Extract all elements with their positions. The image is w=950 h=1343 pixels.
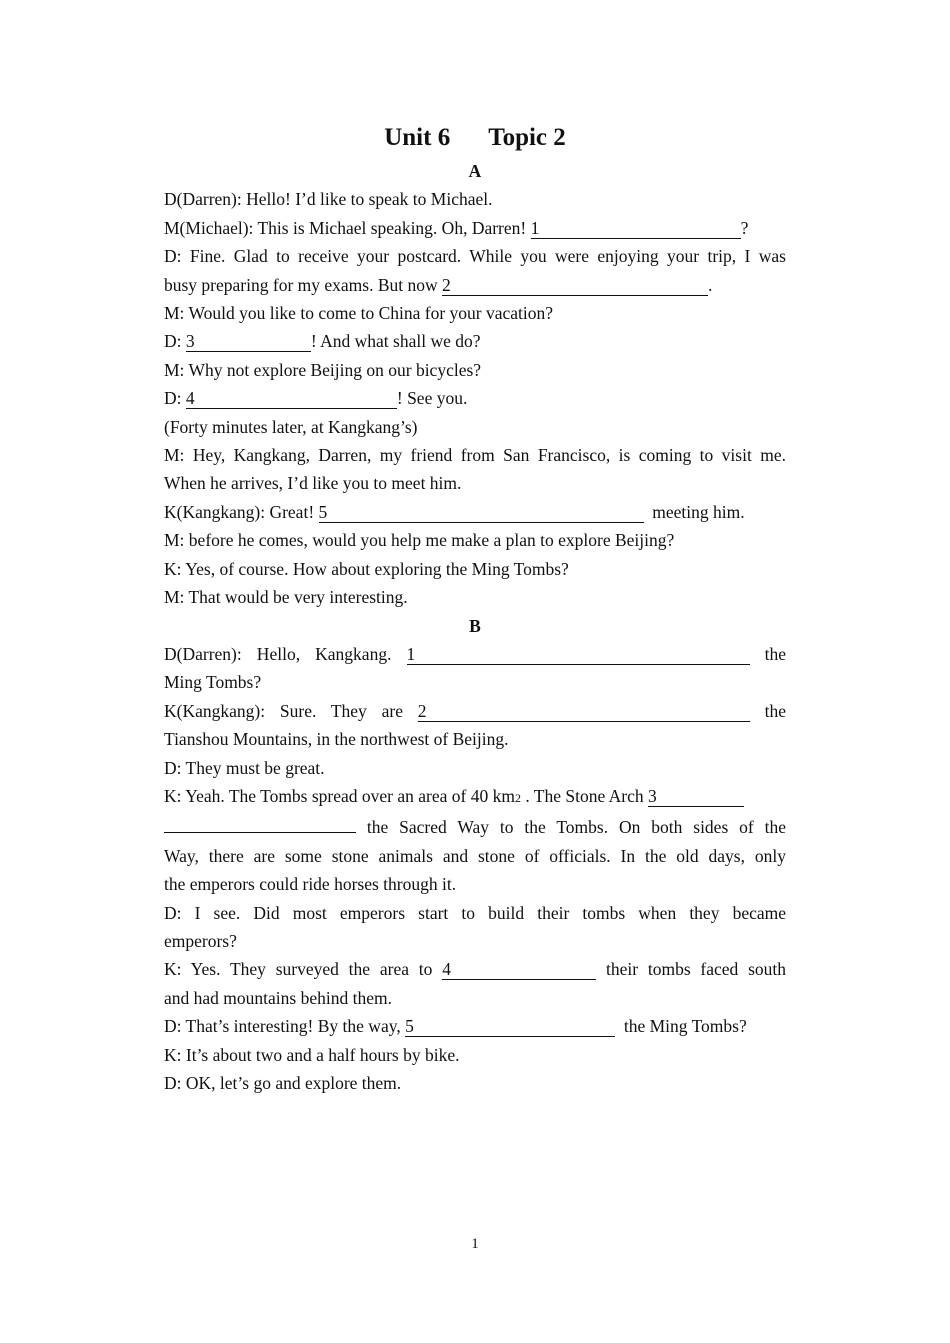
blank-b5[interactable]: 5 [405, 1016, 615, 1037]
blank-b4[interactable]: 4 [442, 959, 596, 980]
dialogue-content [164, 157, 786, 1097]
dialogue-line: D: I see. Did most emperors start to build their tombs when they became [164, 902, 786, 923]
dialogue-line: D: OK, let’s go and explore them. [164, 1073, 402, 1093]
dialogue-line: busy preparing for my exams. But now 2 . [164, 274, 713, 295]
dialogue-line: M: That would be very interesting. [164, 587, 408, 608]
superscript-2: 2 [514, 790, 521, 805]
dialogue-line: D: Fine. Glad to receive your postcard. While you were enjoying your trip, I was [164, 246, 786, 267]
dialogue-line: M: Hey, Kangkang, Darren, my friend from San Francisco, is coming to visit me. [164, 445, 786, 466]
dialogue-line: D: 3 ! And what shall we do? [164, 331, 481, 352]
page-number: 1 [471, 1236, 479, 1252]
dialogue-line: K: Yes, of course. How about exploring the Ming Tombs? [164, 558, 569, 579]
dialogue-line: M(Michael): This is Michael speaking. Oh, Darren! 1 ? [164, 217, 749, 238]
dialogue-line: D(Darren): Hello, Kangkang. 1 the [164, 643, 786, 664]
blank-a5[interactable]: 5 [319, 502, 644, 523]
dialogue-line: the emperors could ride horses through it. [164, 874, 457, 895]
dialogue-line: K: Yes. They surveyed the area to 4 their tombs faced south [164, 959, 787, 980]
dialogue-line: K: It’s about two and a half hours by bike. [164, 1044, 460, 1065]
dialogue-line: K(Kangkang): Sure. They are 2 the [164, 700, 786, 721]
blank-b1[interactable]: 1 [407, 644, 750, 665]
dialogue-line: D: That’s interesting! By the way, 5 the Ming Tombs? [164, 1016, 747, 1037]
dialogue-line: D: 4 ! See you. [164, 388, 468, 409]
dialogue-line: M: Why not explore Beijing on our bicycles? [164, 359, 482, 380]
blank-a4[interactable]: 4 [186, 388, 397, 409]
dialogue-line: When he arrives, I’d like you to meet him. [164, 473, 462, 494]
dialogue-line: K(Kangkang): Great! 5 meeting him. [164, 501, 745, 522]
section-a-heading: A [468, 161, 482, 181]
blank-a1[interactable]: 1 [531, 218, 741, 239]
dialogue-line: emperors? [164, 930, 237, 951]
dialogue-line: and had mountains behind them. [164, 987, 392, 1008]
dialogue-line: M: Would you like to come to China for your vacation? [164, 303, 554, 324]
page-title [0, 120, 950, 156]
blank-a3[interactable]: 3 [186, 331, 311, 352]
section-b-heading: B [469, 615, 481, 636]
unit-label: Unit 6 [384, 124, 451, 151]
blank-b3[interactable]: 3 [648, 786, 744, 807]
blank-b2[interactable]: 2 [418, 701, 750, 722]
dialogue-line: Way, there are some stone animals and stone of officials. In the old days, only [164, 845, 786, 866]
blank-b3-continued[interactable] [164, 812, 356, 833]
topic-label: Topic 2 [488, 124, 566, 151]
dialogue-line: K: Yeah. The Tombs spread over an area of 40 km2 . The Stone Arch 3 [164, 782, 786, 812]
dialogue-line: the Sacred Way to the Tombs. On both sides of the [164, 812, 786, 841]
dialogue-line: Tianshou Mountains, in the northwest of Beijing. [164, 729, 509, 750]
dialogue-line: M: before he comes, would you help me make a plan to explore Beijing? [164, 530, 675, 551]
dialogue-line: (Forty minutes later, at Kangkang’s) [164, 416, 418, 437]
dialogue-line: Ming Tombs? [164, 672, 262, 693]
dialogue-line: D: They must be great. [164, 757, 325, 778]
blank-a2[interactable]: 2 [442, 275, 708, 296]
dialogue-line: D(Darren): Hello! I’d like to speak to Michael. [164, 189, 493, 210]
